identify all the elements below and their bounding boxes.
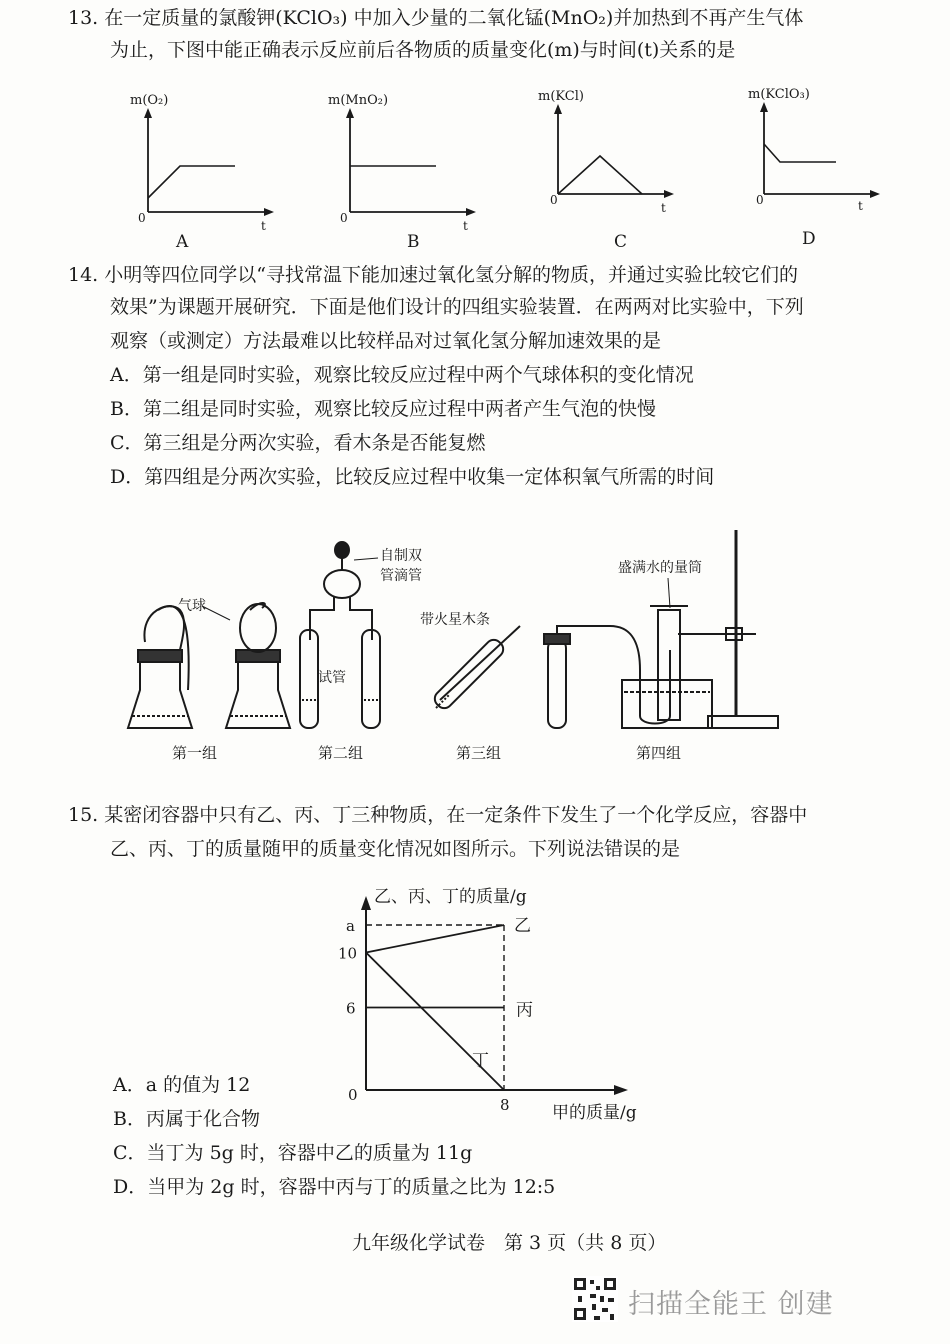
group2-dropper — [300, 542, 380, 728]
test-tube-label: 试管 — [318, 670, 346, 686]
chart-xlabel: 甲的质量/g — [552, 1103, 637, 1123]
group1-flasks — [128, 603, 290, 728]
graph-c-origin: 0 — [550, 193, 558, 207]
graph-d-xlabel: t — [858, 199, 863, 213]
series-label-2: 丁 — [472, 1051, 489, 1071]
group3-label: 第三组 — [456, 744, 502, 762]
q14-option-b: B．第二组是同时实验，观察比较反应过程中两者产生气泡的快慢 — [110, 398, 656, 420]
chart-origin: 0 — [348, 1086, 358, 1104]
graph-d-origin: 0 — [756, 193, 764, 207]
y-axis-arrow — [361, 896, 371, 910]
graph-a-xlabel: t — [261, 219, 266, 233]
graph-b-ylabel: m(MnO₂) — [328, 93, 389, 108]
graph-c-ylabel: m(KCl) — [538, 89, 584, 104]
q15-stem-1: 某密闭容器中只有乙、丙、丁三种物质，在一定条件下发生了一个化学反应，容器中 — [104, 804, 808, 826]
graph-c-letter: C — [614, 232, 628, 252]
q13-number: 13. — [68, 7, 99, 29]
q14-stem-3: 观察（或测定）方法最难以比较样品对过氧化氢分解加速效果的是 — [110, 330, 662, 352]
x-tick-label-0: 8 — [500, 1096, 510, 1114]
q15-number: 15. — [68, 804, 99, 826]
q14-line-1 — [68, 262, 798, 288]
chart-ylabel: 乙、丙、丁的质量/g — [374, 887, 527, 907]
dropper-label-2: 管滴管 — [380, 568, 422, 584]
splint-label: 带火星木条 — [420, 612, 490, 628]
q14-option-d: D．第四组是分两次实验，比较反应过程中收集一定体积氧气所需的时间 — [110, 466, 715, 488]
watermark-text: 扫描全能王 创建 — [628, 1289, 834, 1320]
q13-graph-d — [736, 84, 896, 249]
q15-line-1 — [68, 802, 807, 828]
q13-graph-c — [530, 86, 690, 252]
page-footer: 九年级化学试卷 第 3 页（共 8 页） — [352, 1232, 667, 1254]
graph-a-ylabel: m(O₂) — [130, 93, 169, 108]
balloon-label: 气球 — [178, 598, 206, 614]
q15-chart — [330, 880, 670, 1123]
q13-graph-a — [120, 90, 280, 250]
y-tick-label-2: 10 — [338, 944, 358, 963]
chart-marks — [338, 916, 533, 1114]
graph-a-origin: 0 — [138, 211, 146, 225]
graph-c-xlabel: t — [661, 201, 666, 215]
graph-b-xlabel: t — [463, 219, 468, 233]
q14-stem-1: 小明等四位同学以“寻找常温下能加速过氧化氢分解的物质，并通过实验比较它们的 — [104, 264, 798, 286]
q14-option-a: A．第一组是同时实验，观察比较反应过程中两个气球体积的变化情况 — [110, 364, 694, 386]
series-label-1: 丙 — [516, 1000, 533, 1021]
q13-graph-b — [322, 90, 482, 250]
graph-d-letter: D — [802, 229, 816, 249]
graph-b-origin: 0 — [340, 211, 348, 225]
group4-label: 第四组 — [636, 744, 682, 762]
group2-label: 第二组 — [318, 744, 364, 762]
y-tick-label-1: 6 — [346, 999, 356, 1018]
q14-stem-2: 效果”为课题开展研究．下面是他们设计的四组实验装置．在两两对比实验中，下列 — [110, 296, 804, 318]
group3-splint — [432, 626, 520, 711]
series-label-0: 乙 — [514, 916, 531, 936]
cylinder-label: 盛满水的量筒 — [618, 560, 702, 576]
y-tick-label-3: a — [346, 917, 355, 935]
graph-b-letter: B — [407, 232, 420, 252]
q15-stem-2: 乙、丙、丁的质量随甲的质量变化情况如图所示。下列说法错误的是 — [110, 838, 681, 860]
q14-option-c: C．第三组是分两次实验，看木条是否能复燃 — [110, 432, 486, 454]
graph-a-letter: A — [176, 232, 189, 252]
q15-option-d: D．当甲为 2g 时，容器中丙与丁的质量之比为 12:5 — [113, 1176, 556, 1198]
q15-option-a: A．a 的值为 12 — [113, 1074, 251, 1096]
q13-line-1 — [68, 5, 803, 31]
q14-number: 14. — [68, 264, 99, 286]
q15-option-b: B．丙属于化合物 — [113, 1108, 260, 1130]
q13-stem-2: 为止，下图中能正确表示反应前后各物质的质量变化(m)与时间(t)关系的是 — [110, 39, 736, 61]
dropper-label-1: 自制双 — [380, 548, 422, 564]
group1-label: 第一组 — [172, 744, 218, 762]
x-axis-arrow — [614, 1085, 628, 1095]
series-line-0 — [366, 925, 504, 953]
graph-d-ylabel: m(KClO₃) — [748, 87, 810, 102]
qr-code-icon — [572, 1276, 618, 1322]
q13-stem-1: 在一定质量的氯酸钾(KClO₃) 中加入少量的二氧化锰(MnO₂)并加热到不再产生气体 — [104, 7, 804, 29]
q14-apparatus-figure — [110, 530, 810, 770]
q15-option-c: C．当丁为 5g 时，容器中乙的质量为 11g — [113, 1142, 473, 1164]
